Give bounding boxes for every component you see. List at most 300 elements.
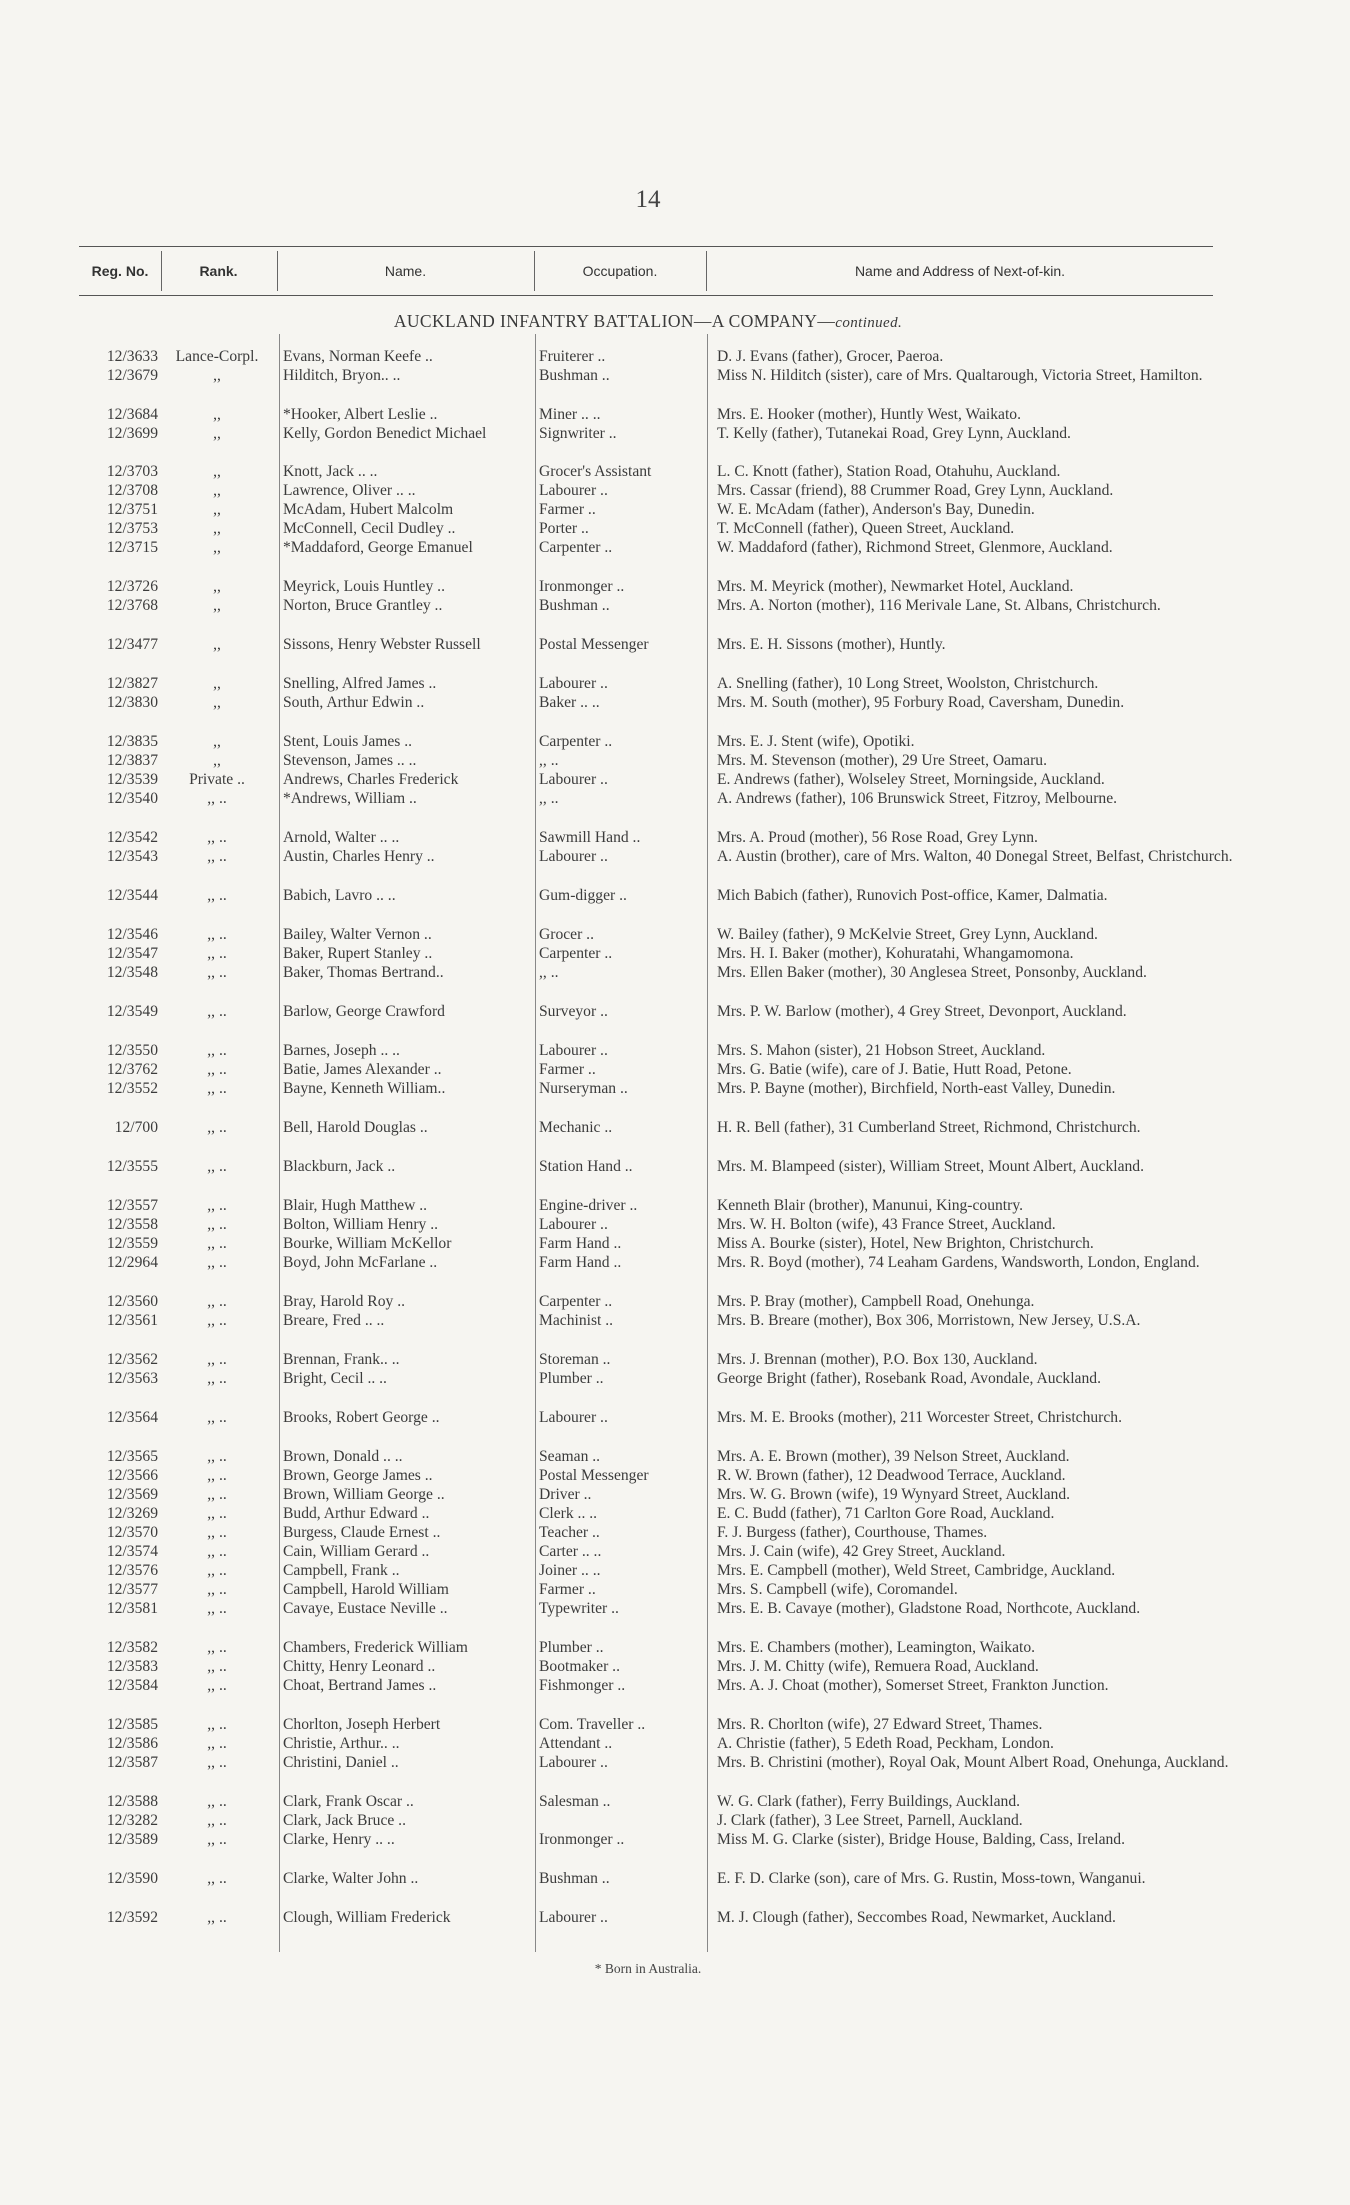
reg-no-cell: 12/3581 [106,1600,158,1617]
rank-cell: ,, .. [207,1677,227,1694]
name-cell: Blair, Hugh Matthew .. [283,1197,428,1214]
header-reg-no: Reg. No. [91,263,149,279]
next-of-kin-cell: F. J. Burgess (father), Courthouse, Thames. [717,1524,988,1541]
rank-cell: ,, .. [207,1216,227,1233]
occupation-cell: Carpenter .. [539,733,613,750]
reg-no-cell: 12/3679 [106,367,158,384]
reg-no-cell: 12/3587 [106,1754,158,1771]
name-cell: Brennan, Frank.. .. [283,1351,400,1368]
occupation-cell: Attendant .. [539,1735,613,1752]
rank-cell: ,, .. [207,1831,227,1848]
rank-cell: ,, .. [207,1254,227,1271]
rank-cell: ,, .. [207,1543,227,1560]
reg-no-cell: 12/3560 [106,1293,158,1310]
next-of-kin-cell: A. Austin (brother), care of Mrs. Walton, 40 Donegal Street, Belfast, Christchurch. [717,848,1233,865]
rank-cell: ,, [213,406,221,423]
occupation-cell: Postal Messenger [539,636,649,653]
reg-no-cell: 12/3827 [106,675,158,692]
reg-no-cell: 12/3703 [106,463,158,480]
rank-cell: ,, .. [207,1003,227,1020]
next-of-kin-cell: Mich Babich (father), Runovich Post-office, Kamer, Dalmatia. [717,887,1108,904]
rank-cell: ,, [213,733,221,750]
rank-cell: ,, .. [207,1524,227,1541]
rank-cell: ,, .. [207,1505,227,1522]
name-cell: Bayne, Kenneth William.. [283,1080,446,1097]
rank-cell: ,, [213,482,221,499]
reg-no-cell: 12/3726 [106,578,158,595]
next-of-kin-cell: Miss A. Bourke (sister), Hotel, New Brighton, Christchurch. [717,1235,1094,1252]
rank-cell: ,, .. [207,1312,227,1329]
next-of-kin-cell: M. J. Clough (father), Seccombes Road, Newmarket, Auckland. [717,1909,1116,1926]
reg-no-cell: 12/3577 [106,1581,158,1598]
next-of-kin-cell: Mrs. G. Batie (wife), care of J. Batie, Hutt Road, Petone. [717,1061,1072,1078]
reg-no-cell: 12/3547 [106,945,158,962]
name-cell: Brooks, Robert George .. [283,1409,440,1426]
name-cell: Brown, William George .. [283,1486,445,1503]
occupation-cell: Carter .. .. [539,1543,602,1560]
reg-no-cell: 12/3592 [106,1909,158,1926]
reg-no-cell: 12/3583 [106,1658,158,1675]
occupation-cell: Labourer .. [539,1409,608,1426]
next-of-kin-cell: Mrs. R. Boyd (mother), 74 Leaham Gardens, Wandsworth, London, England. [717,1254,1200,1271]
name-cell: Norton, Bruce Grantley .. [283,597,443,614]
next-of-kin-cell: Mrs. P. W. Barlow (mother), 4 Grey Street, Devonport, Auckland. [717,1003,1127,1020]
reg-no-cell: 12/700 [114,1119,158,1136]
occupation-cell: Driver .. [539,1486,592,1503]
name-cell: Bolton, William Henry .. [283,1216,439,1233]
next-of-kin-cell: George Bright (father), Rosebank Road, Avondale, Auckland. [717,1370,1101,1387]
name-cell: Clarke, Henry .. .. [283,1831,395,1848]
rank-cell: ,, .. [207,1600,227,1617]
next-of-kin-cell: Mrs. A. Proud (mother), 56 Rose Road, Grey Lynn. [717,829,1038,846]
rank-cell: ,, .. [207,1351,227,1368]
rank-cell: ,, [213,694,221,711]
occupation-cell: Signwriter .. [539,425,617,442]
section-continued: continued. [835,315,903,331]
rank-cell: ,, .. [207,1716,227,1733]
reg-no-cell: 12/3544 [106,887,158,904]
occupation-cell: Bushman .. [539,1870,610,1887]
occupation-cell: Gum-digger .. [539,887,627,904]
name-cell: Kelly, Gordon Benedict Michael [283,425,487,442]
name-cell: Clough, William Frederick [283,1909,451,1926]
occupation-cell: Labourer .. [539,771,608,788]
rank-cell: ,, .. [207,1409,227,1426]
next-of-kin-cell: T. Kelly (father), Tutanekai Road, Grey Lynn, Auckland. [717,425,1071,442]
name-cell: McConnell, Cecil Dudley .. [283,520,456,537]
rank-cell: ,, .. [207,848,227,865]
occupation-cell: Seaman .. [539,1448,601,1465]
next-of-kin-cell: Mrs. E. J. Stent (wife), Opotiki. [717,733,915,750]
reg-no-cell: 12/3762 [106,1061,158,1078]
occupation-cell: Fruiterer .. [539,348,606,365]
occupation-cell: Farm Hand .. [539,1254,622,1271]
next-of-kin-cell: Mrs. A. Norton (mother), 116 Merivale Lane, St. Albans, Christchurch. [717,597,1161,614]
next-of-kin-cell: Mrs. M. South (mother), 95 Forbury Road, Caversham, Dunedin. [717,694,1125,711]
rank-cell: ,, .. [207,1080,227,1097]
rank-cell: ,, [213,520,221,537]
next-of-kin-cell: Mrs. P. Bray (mother), Campbell Road, Onehunga. [717,1293,1035,1310]
occupation-cell: Carpenter .. [539,1293,613,1310]
next-of-kin-cell: W. E. McAdam (father), Anderson's Bay, Dunedin. [717,501,1035,518]
reg-no-cell: 12/3570 [106,1524,158,1541]
name-cell: Boyd, John McFarlane .. [283,1254,438,1271]
name-cell: Campbell, Frank .. [283,1562,400,1579]
next-of-kin-cell: T. McConnell (father), Queen Street, Auckland. [717,520,1015,537]
next-of-kin-cell: Mrs. S. Campbell (wife), Coromandel. [717,1581,958,1598]
rank-cell: Lance-Corpl. [175,348,259,365]
occupation-cell: Joiner .. .. [539,1562,601,1579]
name-cell: Breare, Fred .. .. [283,1312,385,1329]
name-cell: Sissons, Henry Webster Russell [283,636,481,653]
rank-cell: ,, [213,463,221,480]
name-cell: Barnes, Joseph .. .. [283,1042,400,1059]
name-cell: Christie, Arthur.. .. [283,1735,400,1752]
name-cell: Evans, Norman Keefe .. [283,348,433,365]
reg-no-cell: 12/3269 [106,1505,158,1522]
next-of-kin-cell: Mrs. J. Brennan (mother), P.O. Box 130, Auckland. [717,1351,1038,1368]
next-of-kin-cell: Mrs. M. Blampeed (sister), William Street, Mount Albert, Auckland. [717,1158,1144,1175]
reg-no-cell: 12/3542 [106,829,158,846]
name-cell: Stevenson, James .. .. [283,752,417,769]
rank-cell: ,, .. [207,1293,227,1310]
occupation-cell: Ironmonger .. [539,578,625,595]
rank-cell: ,, .. [207,1754,227,1771]
name-cell: Blackburn, Jack .. [283,1158,396,1175]
reg-no-cell: 12/3837 [106,752,158,769]
name-cell: *Maddaford, George Emanuel [283,539,473,556]
name-cell: Bourke, William McKellor [283,1235,452,1252]
name-cell: Bray, Harold Roy .. [283,1293,405,1310]
name-cell: Knott, Jack .. .. [283,463,378,480]
next-of-kin-cell: J. Clark (father), 3 Lee Street, Parnell, Auckland. [717,1812,1023,1829]
rank-cell: ,, .. [207,1448,227,1465]
reg-no-cell: 12/3563 [106,1370,158,1387]
reg-no-cell: 12/3699 [106,425,158,442]
reg-no-cell: 12/3539 [106,771,158,788]
name-cell: Burgess, Claude Ernest .. [283,1524,441,1541]
next-of-kin-cell: R. W. Brown (father), 12 Deadwood Terrace, Auckland. [717,1467,1066,1484]
next-of-kin-cell: Mrs. R. Chorlton (wife), 27 Edward Street, Thames. [717,1716,1043,1733]
header-rank: Rank. [199,263,238,279]
rank-cell: ,, .. [207,1735,227,1752]
occupation-cell: Bushman .. [539,597,610,614]
name-cell: Austin, Charles Henry .. [283,848,435,865]
name-cell: Brown, George James .. [283,1467,433,1484]
next-of-kin-cell: A. Andrews (father), 106 Brunswick Street, Fitzroy, Melbourne. [717,790,1118,807]
rank-cell: ,, .. [207,1467,227,1484]
header-name: Name. [384,263,427,279]
occupation-cell: Labourer .. [539,1754,608,1771]
next-of-kin-cell: Mrs. P. Bayne (mother), Birchfield, North-east Valley, Dunedin. [717,1080,1116,1097]
name-cell: McAdam, Hubert Malcolm [283,501,454,518]
occupation-cell: Storeman .. [539,1351,611,1368]
name-cell: Andrews, Charles Frederick [283,771,459,788]
next-of-kin-cell: Mrs. B. Christini (mother), Royal Oak, Mount Albert Road, Onehunga, Auckland. [717,1754,1229,1771]
next-of-kin-cell: Mrs. J. Cain (wife), 42 Grey Street, Auckland. [717,1543,1006,1560]
occupation-cell: Fishmonger .. [539,1677,626,1694]
name-cell: Cavaye, Eustace Neville .. [283,1600,448,1617]
name-cell: Clarke, Walter John .. [283,1870,419,1887]
reg-no-cell: 12/3559 [106,1235,158,1252]
name-cell: Chambers, Frederick William [283,1639,468,1656]
occupation-cell: Bootmaker .. [539,1658,620,1675]
rank-cell: Private .. [189,771,245,788]
occupation-cell: Plumber .. [539,1370,604,1387]
name-cell: Batie, James Alexander .. [283,1061,442,1078]
reg-no-cell: 12/3586 [106,1735,158,1752]
next-of-kin-cell: Mrs. A. J. Choat (mother), Somerset Street, Frankton Junction. [717,1677,1109,1694]
reg-no-cell: 12/3830 [106,694,158,711]
next-of-kin-cell: Mrs. W. G. Brown (wife), 19 Wynyard Street, Auckland. [717,1486,1071,1503]
reg-no-cell: 12/3558 [106,1216,158,1233]
reg-no-cell: 12/3590 [106,1870,158,1887]
name-cell: Babich, Lavro .. .. [283,887,396,904]
name-cell: Brown, Donald .. .. [283,1448,403,1465]
reg-no-cell: 12/3562 [106,1351,158,1368]
occupation-cell: Farmer .. [539,1061,596,1078]
reg-no-cell: 12/3588 [106,1793,158,1810]
name-cell: Clark, Frank Oscar .. [283,1793,414,1810]
header-occupation: Occupation. [582,263,658,279]
rank-cell: ,, .. [207,1235,227,1252]
occupation-cell: Porter .. [539,520,589,537]
occupation-cell: Plumber .. [539,1639,604,1656]
reg-no-cell: 12/3584 [106,1677,158,1694]
next-of-kin-cell: H. R. Bell (father), 31 Cumberland Street, Richmond, Christchurch. [717,1119,1141,1136]
reg-no-cell: 12/3543 [106,848,158,865]
occupation-cell: Salesman .. [539,1793,611,1810]
reg-no-cell: 12/3565 [106,1448,158,1465]
next-of-kin-cell: Mrs. J. M. Chitty (wife), Remuera Road, Auckland. [717,1658,1039,1675]
name-cell: Chorlton, Joseph Herbert [283,1716,441,1733]
rank-cell: ,, .. [207,1870,227,1887]
rank-cell: ,, .. [207,829,227,846]
name-cell: Clark, Jack Bruce .. [283,1812,406,1829]
name-cell: Barlow, George Crawford [283,1003,445,1020]
occupation-cell: ,, .. [539,752,559,769]
next-of-kin-cell: W. Maddaford (father), Richmond Street, Glenmore, Auckland. [717,539,1113,556]
reg-no-cell: 12/3715 [106,539,158,556]
name-cell: Snelling, Alfred James .. [283,675,437,692]
next-of-kin-cell: W. Bailey (father), 9 McKelvie Street, Grey Lynn, Auckland. [717,926,1098,943]
reg-no-cell: 12/3569 [106,1486,158,1503]
occupation-cell: Miner .. .. [539,406,601,423]
reg-no-cell: 12/3576 [106,1562,158,1579]
rank-cell: ,, .. [207,1042,227,1059]
rank-cell: ,, [213,675,221,692]
rank-cell: ,, .. [207,945,227,962]
next-of-kin-cell: Mrs. M. Meyrick (mother), Newmarket Hotel, Auckland. [717,578,1074,595]
name-cell: Cain, William Gerard .. [283,1543,430,1560]
name-cell: Bright, Cecil .. .. [283,1370,387,1387]
occupation-cell: Clerk .. .. [539,1505,598,1522]
occupation-cell: Farmer .. [539,501,596,518]
next-of-kin-cell: Mrs. A. E. Brown (mother), 39 Nelson Street, Auckland. [717,1448,1070,1465]
reg-no-cell: 12/2964 [106,1254,158,1271]
reg-no-cell: 12/3708 [106,482,158,499]
occupation-cell: Nurseryman .. [539,1080,628,1097]
name-cell: Bailey, Walter Vernon .. [283,926,432,943]
next-of-kin-cell: W. G. Clark (father), Ferry Buildings, Auckland. [717,1793,1021,1810]
footnote: * Born in Australia. [594,1961,702,1976]
reg-no-cell: 12/3282 [106,1812,158,1829]
occupation-cell: Grocer .. [539,926,594,943]
rank-cell: ,, .. [207,1581,227,1598]
rank-cell: ,, [213,501,221,518]
reg-no-cell: 12/3582 [106,1639,158,1656]
rank-cell: ,, [213,597,221,614]
rank-cell: ,, .. [207,1793,227,1810]
next-of-kin-cell: Mrs. Ellen Baker (mother), 30 Anglesea Street, Ponsonby, Auckland. [717,964,1147,981]
reg-no-cell: 12/3552 [106,1080,158,1097]
rank-cell: ,, [213,539,221,556]
occupation-cell: Labourer .. [539,848,608,865]
occupation-cell: Baker .. .. [539,694,600,711]
occupation-cell: Sawmill Hand .. [539,829,641,846]
next-of-kin-cell: Mrs. H. I. Baker (mother), Kohuratahi, Whangamomona. [717,945,1074,962]
name-cell: Hilditch, Bryon.. .. [283,367,401,384]
rank-cell: ,, .. [207,1061,227,1078]
next-of-kin-cell: Miss M. G. Clarke (sister), Bridge House, Balding, Cass, Ireland. [717,1831,1125,1848]
rank-cell: ,, .. [207,964,227,981]
next-of-kin-cell: A. Snelling (father), 10 Long Street, Woolston, Christchurch. [717,675,1099,692]
reg-no-cell: 12/3540 [106,790,158,807]
name-cell: Baker, Thomas Bertrand.. [283,964,444,981]
occupation-cell: ,, .. [539,790,559,807]
reg-no-cell: 12/3589 [106,1831,158,1848]
next-of-kin-cell: E. F. D. Clarke (son), care of Mrs. G. Rustin, Moss-town, Wanganui. [717,1870,1146,1887]
reg-no-cell: 12/3546 [106,926,158,943]
next-of-kin-cell: Mrs. E. Campbell (mother), Weld Street, Cambridge, Auckland. [717,1562,1116,1579]
name-cell: Christini, Daniel .. [283,1754,399,1771]
next-of-kin-cell: Mrs. W. H. Bolton (wife), 43 France Street, Auckland. [717,1216,1056,1233]
occupation-cell: Station Hand .. [539,1158,633,1175]
next-of-kin-cell: Mrs. M. Stevenson (mother), 29 Ure Street, Oamaru. [717,752,1047,769]
reg-no-cell: 12/3753 [106,520,158,537]
reg-no-cell: 12/3548 [106,964,158,981]
next-of-kin-cell: Mrs. E. B. Cavaye (mother), Gladstone Road, Northcote, Auckland. [717,1600,1141,1617]
name-cell: Choat, Bertrand James .. [283,1677,437,1694]
next-of-kin-cell: D. J. Evans (father), Grocer, Paeroa. [717,348,944,365]
reg-no-cell: 12/3557 [106,1197,158,1214]
occupation-cell: Farm Hand .. [539,1235,622,1252]
rank-cell: ,, .. [207,1639,227,1656]
occupation-cell: Machinist .. [539,1312,614,1329]
reg-no-cell: 12/3574 [106,1543,158,1560]
rank-cell: ,, .. [207,1486,227,1503]
rank-cell: ,, [213,578,221,595]
rank-cell: ,, [213,425,221,442]
occupation-cell: Labourer .. [539,1042,608,1059]
next-of-kin-cell: Mrs. E. Chambers (mother), Leamington, Waikato. [717,1639,1036,1656]
occupation-cell: Ironmonger .. [539,1831,625,1848]
rank-cell: ,, .. [207,887,227,904]
rank-cell: ,, [213,636,221,653]
next-of-kin-cell: Mrs. B. Breare (mother), Box 306, Morristown, New Jersey, U.S.A. [717,1312,1141,1329]
next-of-kin-cell: Kenneth Blair (brother), Manunui, King-country. [717,1197,1024,1214]
occupation-cell: Labourer .. [539,482,608,499]
occupation-cell: Mechanic .. [539,1119,613,1136]
occupation-cell: ,, .. [539,964,559,981]
header-next-of-kin: Name and Address of Next-of-kin. [854,263,1066,279]
next-of-kin-cell: A. Christie (father), 5 Edeth Road, Peckham, London. [717,1735,1054,1752]
reg-no-cell: 12/3550 [106,1042,158,1059]
occupation-cell: Carpenter .. [539,945,613,962]
occupation-cell: Farmer .. [539,1581,596,1598]
next-of-kin-cell: L. C. Knott (father), Station Road, Otahuhu, Auckland. [717,463,1061,480]
reg-no-cell: 12/3585 [106,1716,158,1733]
name-cell: South, Arthur Edwin .. [283,694,425,711]
reg-no-cell: 12/3835 [106,733,158,750]
reg-no-cell: 12/3751 [106,501,158,518]
next-of-kin-cell: Mrs. E. Hooker (mother), Huntly West, Waikato. [717,406,1021,423]
occupation-cell: Surveyor .. [539,1003,608,1020]
reg-no-cell: 12/3633 [106,348,158,365]
page-number: 14 [635,186,661,213]
name-cell: Meyrick, Louis Huntley .. [283,578,445,595]
occupation-cell: Labourer .. [539,1216,608,1233]
rank-cell: ,, .. [207,1562,227,1579]
rank-cell: ,, .. [207,1370,227,1387]
rank-cell: ,, [213,752,221,769]
next-of-kin-cell: E. Andrews (father), Wolseley Street, Morningside, Auckland. [717,771,1105,788]
occupation-cell: Postal Messenger [539,1467,649,1484]
occupation-cell: Labourer .. [539,1909,608,1926]
occupation-cell: Labourer .. [539,675,608,692]
name-cell: Budd, Arthur Edward .. [283,1505,430,1522]
section-title-text: AUCKLAND INFANTRY BATTALION—A COMPANY— [393,311,836,331]
reg-no-cell: 12/3564 [106,1409,158,1426]
reg-no-cell: 12/3684 [106,406,158,423]
rank-cell: ,, .. [207,1658,227,1675]
next-of-kin-cell: E. C. Budd (father), 71 Carlton Gore Road, Auckland. [717,1505,1055,1522]
occupation-cell: Typewriter .. [539,1600,619,1617]
name-cell: Stent, Louis James .. [283,733,413,750]
rank-cell: ,, .. [207,1119,227,1136]
reg-no-cell: 12/3566 [106,1467,158,1484]
name-cell: Campbell, Harold William [283,1581,449,1598]
rank-cell: ,, .. [207,790,227,807]
name-cell: *Hooker, Albert Leslie .. [283,406,438,423]
rank-cell: ,, .. [207,1909,227,1926]
name-cell: *Andrews, William .. [283,790,417,807]
rank-cell: ,, .. [207,1197,227,1214]
reg-no-cell: 12/3561 [106,1312,158,1329]
occupation-cell: Carpenter .. [539,539,613,556]
next-of-kin-cell: Mrs. S. Mahon (sister), 21 Hobson Street, Auckland. [717,1042,1046,1059]
reg-no-cell: 12/3549 [106,1003,158,1020]
occupation-cell: Com. Traveller .. [539,1716,646,1733]
reg-no-cell: 12/3768 [106,597,158,614]
next-of-kin-cell: Miss N. Hilditch (sister), care of Mrs. Qualtarough, Victoria Street, Hamilton. [717,367,1203,384]
occupation-cell: Grocer's Assistant [539,463,652,480]
reg-no-cell: 12/3555 [106,1158,158,1175]
next-of-kin-cell: Mrs. E. H. Sissons (mother), Huntly. [717,636,946,653]
name-cell: Arnold, Walter .. .. [283,829,400,846]
name-cell: Bell, Harold Douglas .. [283,1119,428,1136]
reg-no-cell: 12/3477 [106,636,158,653]
next-of-kin-cell: Mrs. M. E. Brooks (mother), 211 Worcester Street, Christchurch. [717,1409,1122,1426]
occupation-cell: Bushman .. [539,367,610,384]
rank-cell: ,, [213,367,221,384]
rank-cell: ,, .. [207,1158,227,1175]
occupation-cell: Teacher .. [539,1524,600,1541]
name-cell: Lawrence, Oliver .. .. [283,482,416,499]
rank-cell: ,, .. [207,1812,227,1829]
name-cell: Baker, Rupert Stanley .. [283,945,433,962]
occupation-cell: Engine-driver .. [539,1197,638,1214]
